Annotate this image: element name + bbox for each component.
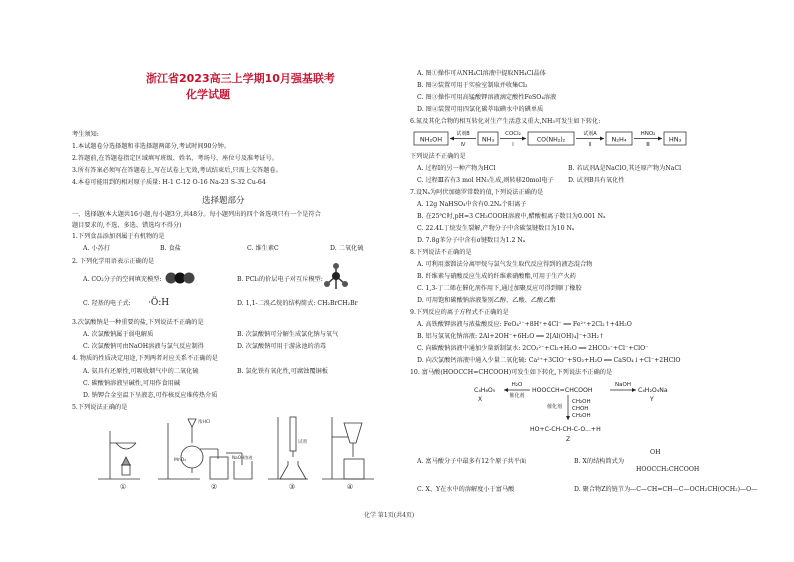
option: A. 过程Ⅰ的另一种产物为HCl bbox=[417, 165, 496, 172]
option: C. 过程Ⅲ若有3 mol HN₃生成,则转移20mol电子 bbox=[417, 177, 554, 184]
chain-compound: CO(NH₂)₂ bbox=[536, 136, 566, 144]
question-stem: 9.下列反应的离子方程式不正确的是 bbox=[410, 309, 509, 316]
chain-step: Ⅰ bbox=[512, 142, 514, 148]
chain-reagent: 试剂B bbox=[456, 131, 470, 137]
option: A. 图①操作可从NH₄Cl溶液中提取NH₄Cl晶体 bbox=[417, 70, 546, 77]
glycerol-line: CHOH bbox=[572, 406, 589, 412]
option: C. 碳酸钠溶液呈碱性,可用作食用碱 bbox=[83, 380, 181, 387]
page-title: 浙江省2023高三上学期10月强基联考 bbox=[146, 72, 335, 85]
z-repeat-unit: —C—CH=CH—C—OCH₂CH(OCH₂)—O— bbox=[630, 486, 758, 493]
question-stem: 下列说法不正确的是 bbox=[410, 153, 466, 160]
option: C. 次氯酸钠可由NaOH溶液与氯气反应制得 bbox=[83, 343, 204, 350]
hydroxyl-electron-formula: ·Ö:H bbox=[148, 298, 170, 308]
option: A. CO₂分子的空间填充模型: bbox=[83, 276, 162, 283]
option: C. 向碳酸钠溶液中通加少量新制氯水: 2CO₃²⁻+Cl₂+H₂O ══ 2HCO₃⁻+Cl⁻+ClO⁻ bbox=[417, 345, 649, 352]
reagent-label: 浓HCl bbox=[198, 420, 211, 425]
option: B. 氯化铁有氧化性,可腐蚀覆铜板 bbox=[237, 368, 328, 375]
option: C. 图③操作可用高锰酸钾溶液滴定酸性FeSO₄溶液 bbox=[417, 94, 557, 101]
page-footer: 化学 第1页(共4页) bbox=[364, 512, 415, 519]
option: B. 铝与氢氧化钠溶液: 2Al+2OH⁻+6H₂O ══ 2[Al(OH)₄]⁻+3H₂↑ bbox=[417, 333, 605, 340]
reagent-label: MnO₂ bbox=[174, 458, 187, 463]
option: D. 聚合物Z的链节为 bbox=[574, 486, 631, 493]
arrow-condition: 催化剂 bbox=[509, 393, 525, 399]
option: A. 12g NaHSO₄中含有0.2Nₐ个阳离子 bbox=[417, 201, 527, 208]
figure-label: ② bbox=[210, 483, 218, 491]
reagent-label: NaOH溶液 bbox=[232, 455, 253, 460]
section-intro: 题目要求的,不选、多选、错选均不得分) bbox=[72, 222, 182, 229]
polymer-z-formula: HO+C-CH-CH-C-O...+H bbox=[530, 426, 601, 433]
fumaric-acid-scheme bbox=[470, 378, 710, 446]
question-stem: 1.下列食品添加剂属于有机物的是 bbox=[72, 233, 165, 240]
question-stem: 10. 富马酸(HOOCCH=CHCOOH)可发生如下转化,下列说法不正确的是 bbox=[410, 369, 613, 376]
question-stem: 6.氮及其化合物的相互转化对生产生活意义重大,NH₃可发生如下转化: bbox=[410, 118, 601, 125]
x-structure: HOOCCH₂CHCOOH bbox=[636, 466, 700, 473]
option: C. X、Y在水中的溶解度小于富马酸 bbox=[417, 486, 515, 493]
compound-y-formula: C₄H₂O₄Na bbox=[638, 387, 668, 394]
option: D. 次氯酸钠可用于游泳池的消毒 bbox=[237, 343, 327, 350]
notice-item: 1.本试题卷分选择题和非选择题两部分,考试时间90分钟。 bbox=[72, 143, 231, 150]
apparatus-figures bbox=[92, 413, 392, 495]
compound-z-label: Z bbox=[566, 436, 571, 443]
option: A. 小苏打 bbox=[83, 245, 110, 252]
compound-x-formula: C₄H₆O₅ bbox=[474, 387, 496, 394]
chlorine-preparation-apparatus bbox=[158, 419, 252, 479]
option: A. 次氯酸钠属于弱电解质 bbox=[83, 331, 154, 338]
notice-heading: 考生须知: bbox=[72, 131, 99, 138]
option: B. X的结构简式为 bbox=[574, 458, 625, 465]
chain-reagent: COCl₂ bbox=[505, 131, 521, 137]
notice-item: 4.本卷可能用到的相对原子质量: H-1 C-12 O-16 Na-23 S-32 Cu-64 bbox=[72, 179, 266, 186]
separatory-funnel-apparatus bbox=[322, 417, 374, 479]
arrow-condition: 催化剂 bbox=[546, 404, 562, 410]
question-stem: 4. 物质的性质决定用途,下列两者对应关系不正确的是 bbox=[72, 355, 218, 362]
figure-label: ④ bbox=[346, 483, 354, 491]
titration-apparatus bbox=[268, 417, 308, 479]
figure-label: ③ bbox=[288, 483, 296, 491]
option: B. 图②装置可用于实验室制取并收集Cl₂ bbox=[417, 82, 528, 89]
option: D. 7.8g苯分子中含有σ键数目为1.2 Nₐ bbox=[417, 237, 526, 244]
co2-space-filling-model bbox=[162, 271, 198, 285]
page-subtitle: 化学试题 bbox=[186, 88, 230, 101]
fumaric-acid-formula: HOOCCH=CHCOOH bbox=[532, 387, 593, 394]
question-stem: 2. 下列化学用语表示正确的是 bbox=[72, 258, 155, 265]
option: B. 纤维素与硝酸反应生成的纤维素硝酸酯,可用于生产火药 bbox=[417, 273, 576, 280]
chain-compound: NH₂OH bbox=[419, 135, 443, 144]
option: A. 高铁酸钾溶液与浓盐酸反应: FeO₄²⁻+8H⁺+4Cl⁻ ══ Fe²⁺+2Cl₂↑+4H₂O bbox=[417, 321, 632, 328]
arrow-reagent: H₂O bbox=[511, 382, 523, 388]
chain-compound: NH₃ bbox=[481, 135, 495, 144]
arrow-reagent: NaOH bbox=[615, 382, 631, 388]
nitrogen-conversion-chain bbox=[412, 128, 712, 150]
evaporation-apparatus bbox=[98, 431, 140, 479]
option: D. 1,1-二溴乙烷的结构简式: CH₂BrCH₂Br bbox=[237, 300, 358, 307]
vsepr-model-image bbox=[322, 262, 350, 292]
x-structure-oh: OH bbox=[650, 449, 661, 456]
question-stem: 3.次氯酸钠是一种重要的盐,下列说法不正确的是 bbox=[72, 319, 204, 326]
option: D. 可用饱和碳酸钠溶液鉴别乙醇、乙酸、乙酸乙酯 bbox=[417, 297, 556, 304]
option: D. 二氧化硫 bbox=[330, 245, 364, 252]
glycerol-line: CH₂OH bbox=[572, 413, 591, 419]
option: C. 羟基的电子式: bbox=[83, 300, 131, 307]
option: D. 试剂B具有氧化性 bbox=[568, 177, 625, 184]
option: C. 22.4L丁烷发生裂解,产物分子中含碳氢键数目为10 Nₐ bbox=[417, 225, 575, 232]
option: A. 氨具有还原性,可吸收烟气中的二氧化硫 bbox=[83, 368, 199, 375]
chain-step: Ⅱ bbox=[588, 142, 592, 148]
question-stem: 7.设Nₐ为阿伏加德罗常数的值,下列说法正确的是 bbox=[410, 189, 544, 196]
option: D. 图④装置可用四氯化碳萃取碘水中的碘单质 bbox=[417, 106, 544, 113]
option: D. 向次氯酸钙溶液中通入少量二氧化硫: Ca²⁺+3ClO⁻+SO₂+H₂O ══ CaSO₄↓+Cl⁻+2HClO bbox=[417, 357, 681, 364]
chain-step: Ⅳ bbox=[460, 142, 466, 148]
option: A. 富马酸分子中最多有12个原子共平面 bbox=[417, 458, 527, 465]
option: B. 若试剂A是NaClO,其还原产物为NaCl bbox=[568, 165, 682, 172]
section-title: 选择题部分 bbox=[202, 196, 245, 206]
chain-step: Ⅲ bbox=[646, 142, 650, 148]
option: C. 1,3-丁二烯在催化剂作用下,通过加聚反应可得到顺丁橡胶 bbox=[417, 285, 582, 292]
option: D. 钠钾合金室温下呈液态,可作核反应堆传热介质 bbox=[83, 392, 218, 399]
section-intro: 一、选择题(本大题共16小题,每小题3分,共48分。每小题列出的四个备选项只有一个是符合 bbox=[72, 211, 321, 218]
option: C. 维生素C bbox=[247, 245, 279, 252]
figure-label: ① bbox=[119, 483, 127, 491]
compound-x-label: X bbox=[478, 396, 483, 403]
option: B. 食盐 bbox=[160, 245, 181, 252]
notice-item: 3.所有答案必须写在答题卷上,写在试卷上无效,考试结束后,只需上交答题卷。 bbox=[72, 167, 282, 174]
option: A. 可利用蒸馏法分离甲烷与氯气发生取代反应得到的液态混合物 bbox=[417, 261, 593, 268]
glycerol-line: CH₂OH bbox=[572, 399, 591, 405]
question-stem: 8.下列说法不正确的是 bbox=[410, 249, 472, 256]
question-stem: 5.下列说法正确的是 bbox=[72, 404, 128, 411]
option: B. 在25℃时,pH=3 CH₃COOH溶液中,醋酸根离子数目为0.001 Nₐ bbox=[417, 213, 606, 220]
notice-item: 2.答题前,在答题卷指定区域填写班级、姓名、考场号、座位号及准考证号。 bbox=[72, 155, 278, 162]
option: B. PCl₃的价层电子对互斥模型: bbox=[237, 276, 323, 283]
chain-compound: N₂H₄ bbox=[611, 135, 627, 144]
chain-reagent: 试剂A bbox=[583, 131, 597, 137]
chain-reagent: HNO₂ bbox=[640, 131, 656, 137]
chain-compound: HN₃ bbox=[668, 135, 682, 144]
option: B. 次氯酸钠可分解生成氯化钠与氧气 bbox=[237, 331, 339, 338]
compound-y-label: Y bbox=[650, 396, 654, 403]
reagent-label: 试剂 bbox=[298, 440, 307, 445]
